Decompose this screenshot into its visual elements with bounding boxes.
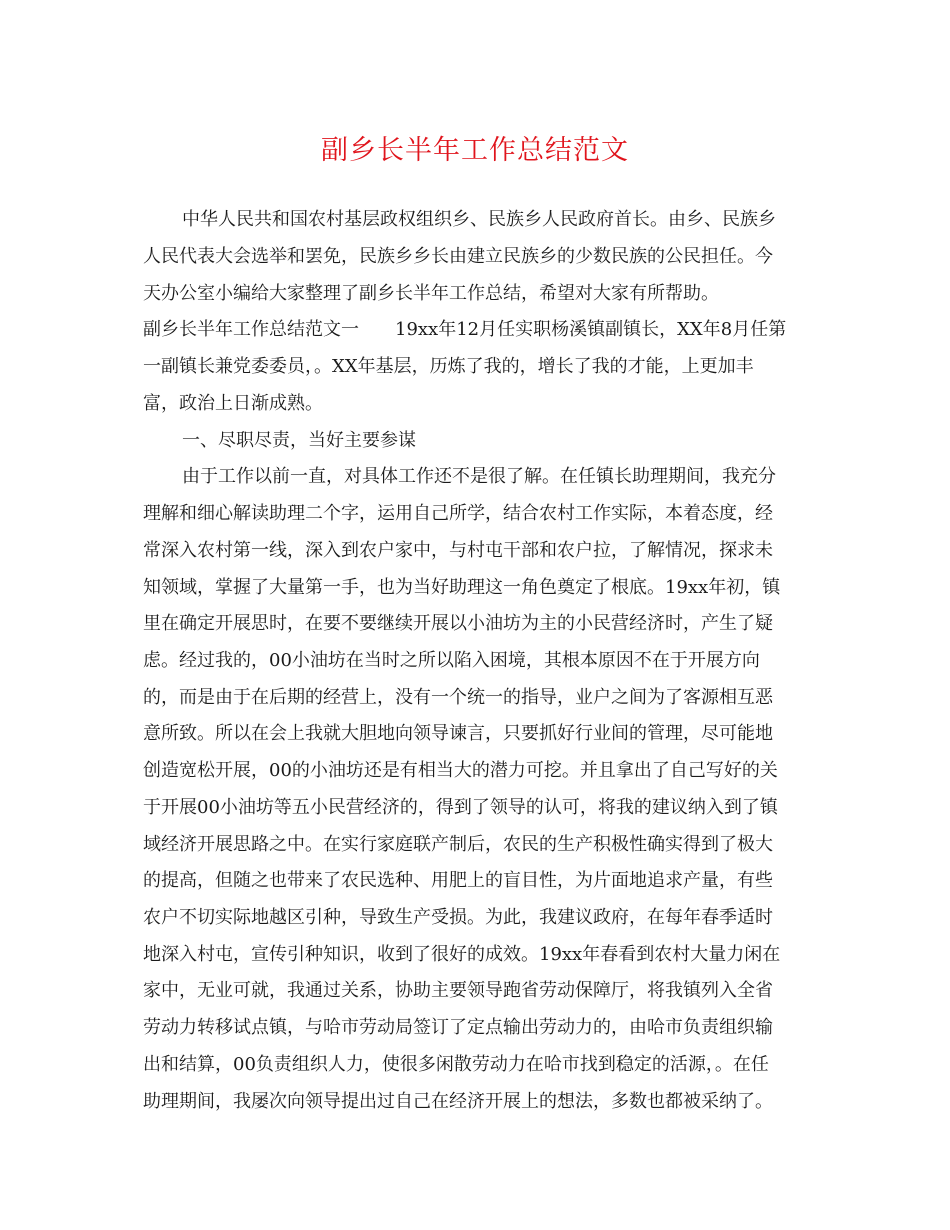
paragraph-line: 富，政治上日渐成熟。	[143, 393, 323, 414]
paragraph-line: 常深入农村第一线，深入到农户家中，与村屯干部和农户拉，了解情况，探求未	[143, 540, 773, 561]
paragraph-line: 农户不切实际地越区引种，导致生产受损。为此，我建议政府，在每年春季适时	[143, 907, 773, 928]
paragraph-line: 家中，无业可就，我通过关系，协助主要领导跑省劳动保障厅，将我镇列入全省	[143, 980, 773, 1001]
paragraph-line: 意所致。所以在会上我就大胆地向领导谏言，只要抓好行业间的管理，尽可能地	[143, 723, 773, 744]
paragraph-line: 里在确定开展思时，在要不要继续开展以小油坊为主的小民营经济时，产生了疑	[143, 613, 773, 634]
paragraph-line: 地深入村屯，宣传引种知识，收到了很好的成效。19xx年春看到农村大量力闲在	[143, 944, 781, 965]
paragraph-line: 虑。经过我的，00小油坊在当时之所以陷入困境，其根本原因不在于开展方向	[143, 650, 760, 671]
paragraph-line: 的，而是由于在后期的经营上，没有一个统一的指导，业户之间为了客源相互恶	[143, 687, 773, 708]
paragraph-line: 人民代表大会选举和罢免，民族乡乡长由建立民族乡的少数民族的公民担任。今	[143, 246, 773, 267]
paragraph-line: 知领域，掌握了大量第一手，也为当好助理这一角色奠定了根底。19xx年初，镇	[143, 577, 781, 598]
paragraph-line: 副乡长半年工作总结范文一 19xx年12月任实职杨溪镇副镇长，XX年8月任第	[143, 319, 787, 340]
paragraph-line: 一副镇长兼党委委员，。XX年基层，历炼了我的，增长了我的才能，上更加丰	[143, 356, 754, 377]
paragraph-line: 助理期间，我屡次向领导提出过自己在经济开展上的想法，多数也都被采纳了。	[143, 1091, 773, 1112]
paragraph-line: 理解和细心解读助理二个字，运用自己所学，结合农村工作实际，本着态度，经	[143, 503, 773, 524]
paragraph-line: 天办公室小编给大家整理了副乡长半年工作总结，希望对大家有所帮助。	[143, 283, 719, 304]
paragraph-line: 由于工作以前一直，对具体工作还不是很了解。在任镇长助理期间，我充分	[182, 466, 776, 487]
document-title: 副乡长半年工作总结范文	[321, 135, 629, 166]
paragraph-line: 的提高，但随之也带来了农民选种、用肥上的盲目性，为片面地追求产量，有些	[143, 870, 773, 891]
paragraph-line: 劳动力转移试点镇，与哈市劳动局签订了定点输出劳动力的，由哈市负责组织输	[143, 1017, 773, 1038]
section-heading: 一、尽职尽责，当好主要参谋	[182, 430, 416, 451]
paragraph-line: 出和结算，00负责组织人力，使很多闲散劳动力在哈市找到稳定的活源，。在任	[143, 1054, 769, 1075]
paragraph-line: 中华人民共和国农村基层政权组织乡、民族乡人民政府首长。由乡、民族乡	[182, 209, 776, 230]
paragraph-line: 域经济开展思路之中。在实行家庭联产制后，农民的生产积极性确实得到了极大	[143, 834, 773, 855]
paragraph-line: 创造宽松开展，00的小油坊还是有相当大的潜力可挖。并且拿出了自己写好的关	[143, 760, 778, 781]
paragraph-line: 于开展00小油坊等五小民营经济的，得到了领导的认可，将我的建议纳入到了镇	[143, 797, 778, 818]
